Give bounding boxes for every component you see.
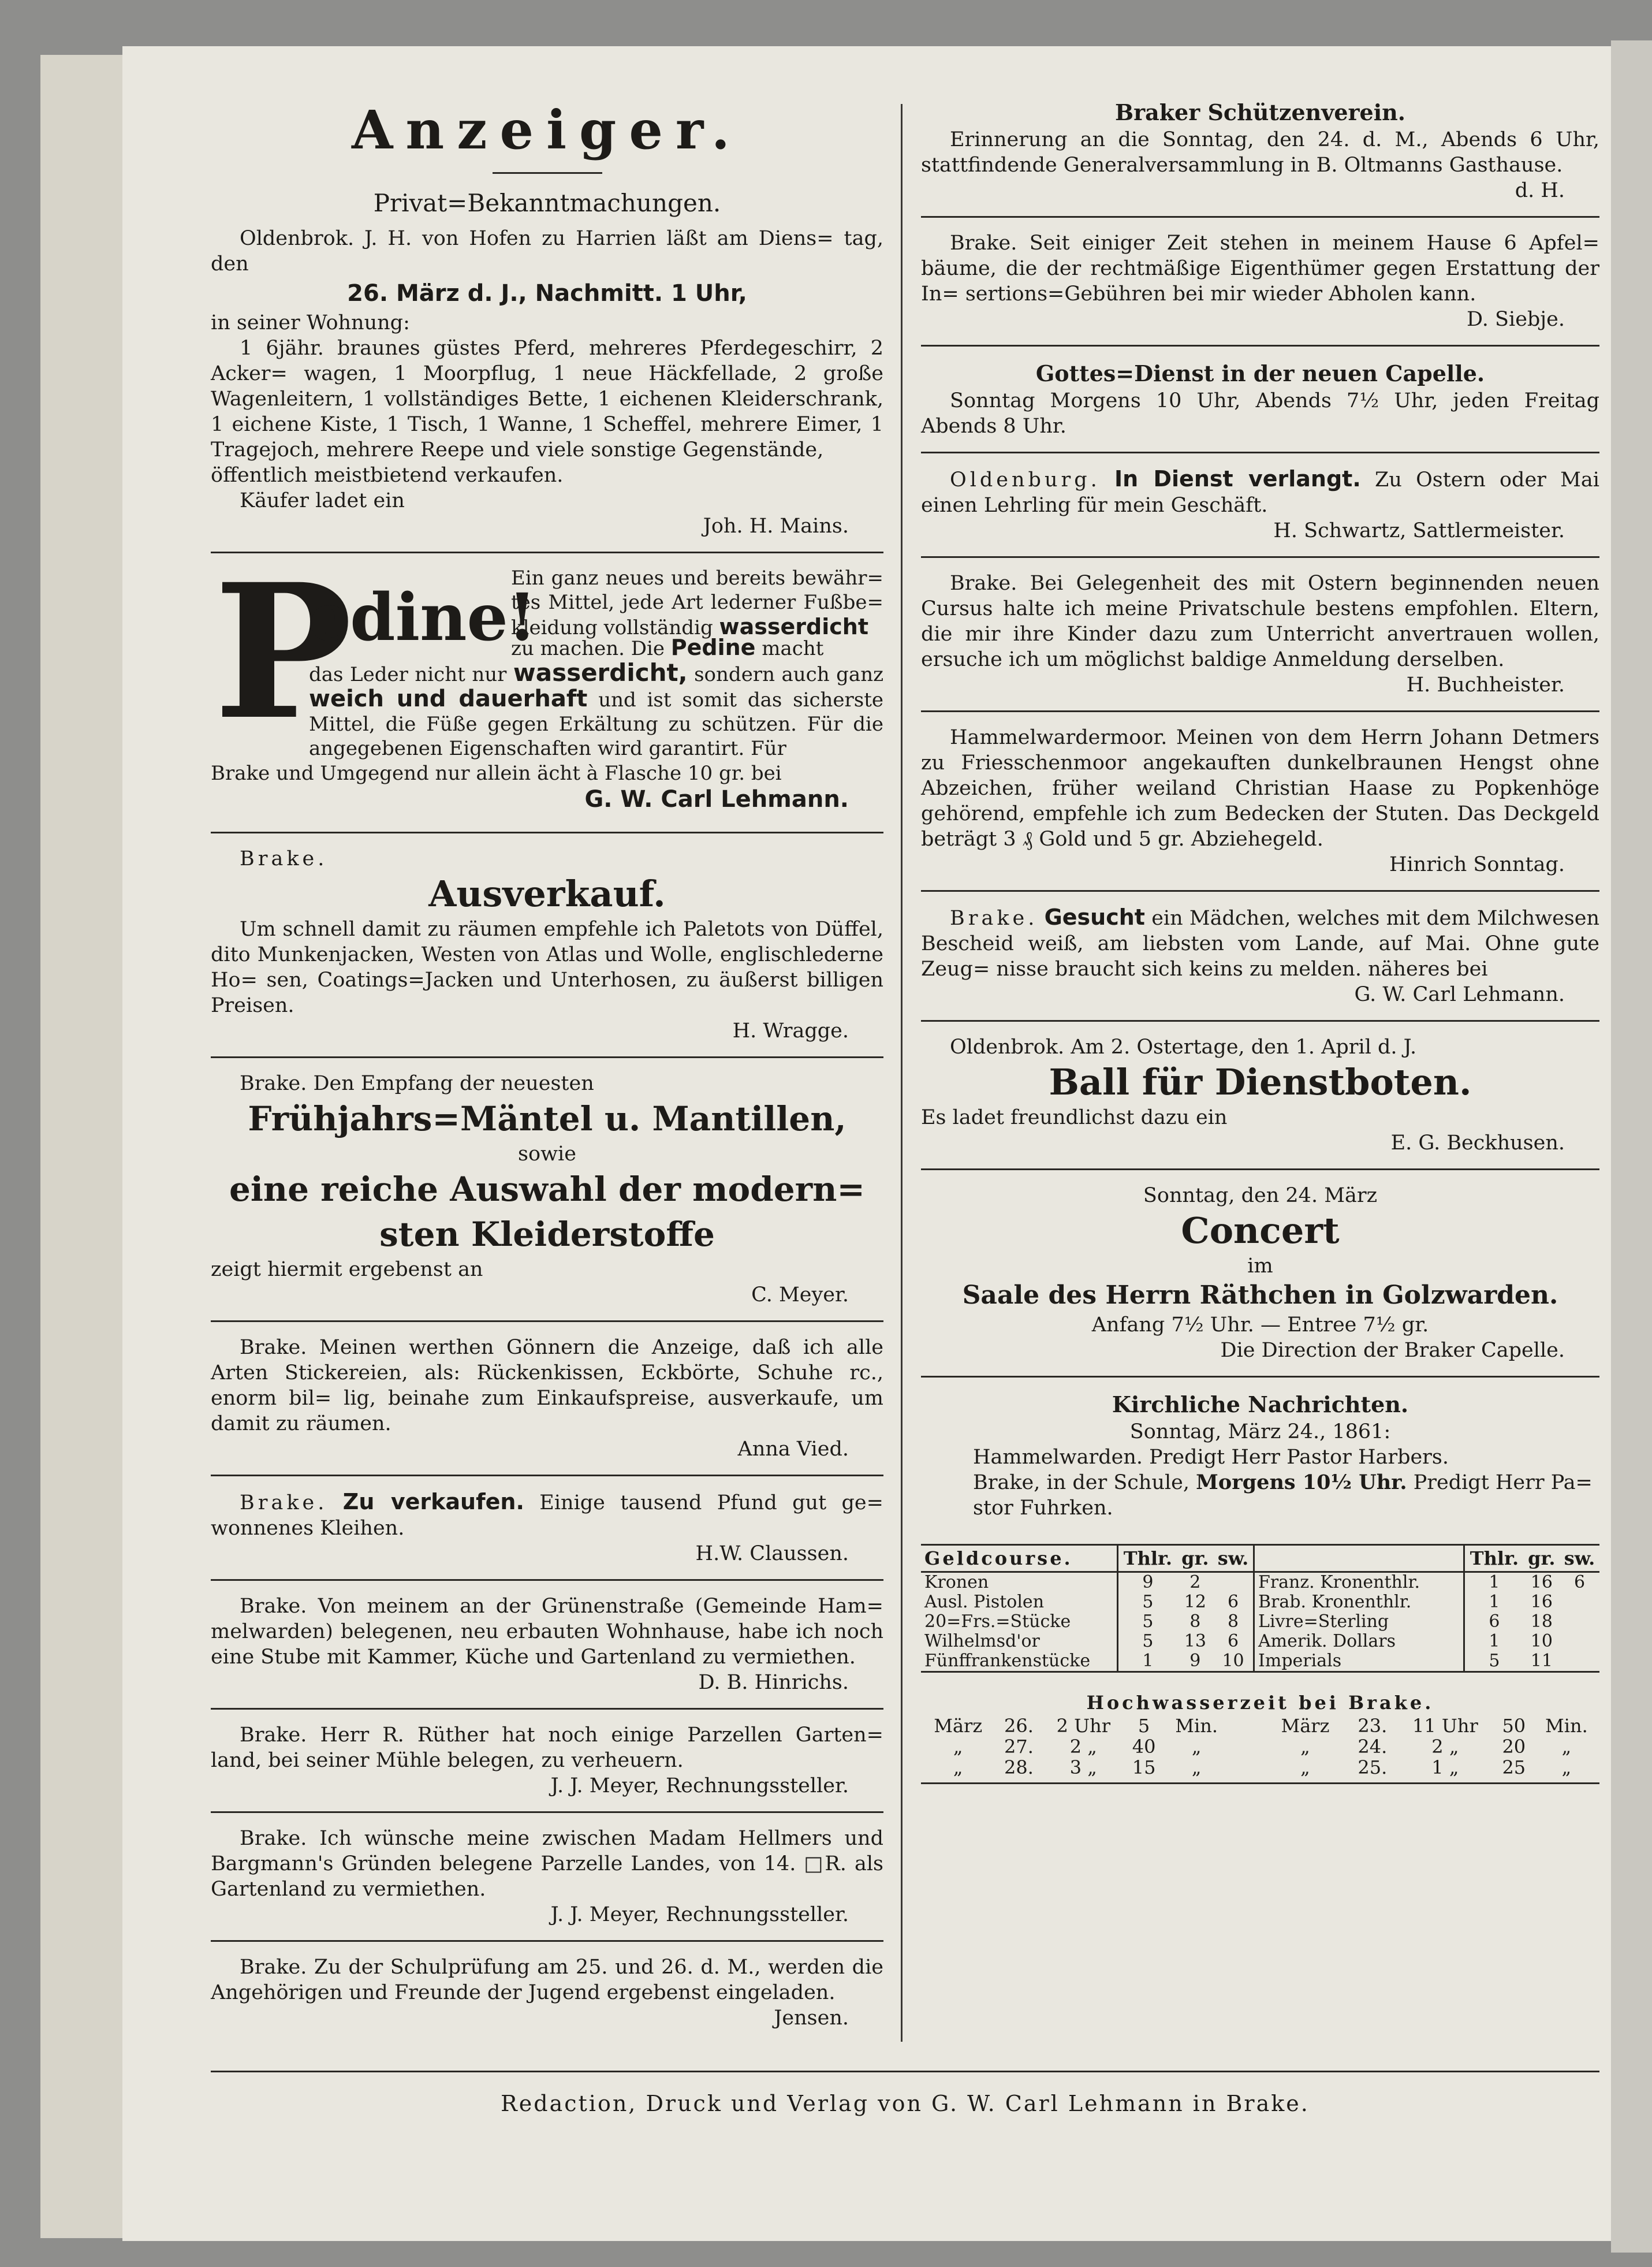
- concert-title: Concert: [1181, 1209, 1340, 1252]
- table-cell: 10: [1530, 1631, 1553, 1651]
- schwartz-bold: In Dienst verlangt.: [1114, 466, 1361, 492]
- ad-auction-date: 26. März d. J., Nachmitt. 1 Uhr,: [347, 280, 747, 307]
- table-cell: 5: [1138, 1715, 1150, 1737]
- ad-ruether: [211, 1722, 883, 1799]
- table-cell: 24.: [1358, 1736, 1388, 1758]
- pedine-rest1: das Leder nicht nur: [309, 663, 507, 686]
- table-cell: März: [934, 1715, 983, 1737]
- gesucht-text: [921, 904, 1599, 982]
- ad-sonntag: [921, 725, 1599, 877]
- table-cell: [1560, 1592, 1599, 1612]
- imprint-footer: Redaction, Druck und Verlag von G. W. Carl Lehmann in Brake.: [501, 2091, 1310, 2116]
- hinrichs-body: Brake. Von meinem an der Grünenstraße (Gemeinde Ham= melwarden) belegenen, neu erbauten Wohnhause, habe ich noch eine Stube mit Kammer, Küche und Gartenland zu vermiethen.: [211, 1595, 883, 1669]
- table-cell: „: [953, 1756, 963, 1778]
- table-cell: 18: [1530, 1611, 1553, 1632]
- gesucht-place: Brake.: [950, 907, 1038, 930]
- ad-schuetzen: [921, 98, 1599, 203]
- table-cell: 1: [1464, 1572, 1524, 1593]
- ad-gottesdienst: [921, 359, 1599, 439]
- table-cell: 6: [1228, 1631, 1239, 1651]
- table-cell: 5: [1118, 1612, 1177, 1632]
- table-cell: [1560, 1632, 1599, 1651]
- concert-entry: Anfang 7½ Uhr. — Entree 7½ gr.: [1091, 1313, 1429, 1337]
- divider: [211, 1579, 883, 1581]
- table-cell: 25.: [1358, 1756, 1388, 1778]
- hellmers-signature: J. J. Meyer, Rechnungssteller.: [550, 1903, 849, 1926]
- pedine-side-text: [511, 566, 883, 640]
- divider: [921, 452, 1599, 453]
- table-cell: 5: [1118, 1632, 1177, 1651]
- pedine-initial: P: [214, 544, 353, 761]
- ad-vied: [211, 1335, 883, 1462]
- table-cell: Wilhelmsd'or: [924, 1631, 1040, 1651]
- concert-place: Saale des Herrn Räthchen in Golzwarden.: [962, 1280, 1558, 1310]
- divider: [211, 1811, 883, 1813]
- divider: [921, 556, 1599, 558]
- concert-signature: Die Direction der Braker Capelle.: [1220, 1339, 1565, 1362]
- pedine-rest2: sondern auch ganz: [694, 663, 883, 686]
- table-cell: 1: [1118, 1651, 1177, 1671]
- church-line2: [921, 1470, 1599, 1521]
- table-row: [921, 1757, 1599, 1778]
- table-cell: 25: [1502, 1756, 1526, 1778]
- table-cell: 16: [1530, 1592, 1553, 1612]
- schuetzen-title: Braker Schützenverein.: [1114, 99, 1406, 125]
- divider: [211, 832, 883, 833]
- pedine-side-a: Ein ganz neues und bereits bewähr= tes Mittel, jede Art lederner Fußbe= kleidung vollständig: [511, 567, 883, 639]
- ad-auction-signature: Joh. H. Mains.: [703, 515, 849, 538]
- siebje-body: Brake. Seit einiger Zeit stehen in meinem Hause 6 Apfel= bäume, die der rechtmäßige Eigenthümer gegen Erstattung der In= sertions=Gebühren bei mir wieder Abholen kann.: [921, 232, 1599, 306]
- table-cell: 16: [1530, 1572, 1553, 1592]
- church-line1: Hammelwarden. Predigt Herr Pastor Harbers.: [973, 1446, 1449, 1469]
- meyer-title: Frühjahrs=Mäntel u. Mantillen,: [248, 1099, 846, 1138]
- jensen-body: Brake. Zu der Schulprüfung am 25. und 26. d. M., werden die Angehörigen und Freunde der Jugend ergebenst eingeladen.: [211, 1956, 883, 2004]
- unit-thlr: Thlr.: [1118, 1546, 1177, 1572]
- geldcourse-table: [921, 1546, 1599, 1671]
- table-cell: 11: [1530, 1651, 1553, 1671]
- table-cell: 26.: [1004, 1715, 1034, 1737]
- church-line2a: Brake, in der Schule,: [973, 1471, 1190, 1494]
- ball-intro: Oldenbrok. Am 2. Ostertage, den 1. April d. J.: [950, 1036, 1417, 1059]
- table-cell: „: [953, 1736, 963, 1758]
- table-cell: 20: [1502, 1736, 1526, 1758]
- table-cell: 5: [1464, 1651, 1524, 1671]
- table-cell: [1560, 1651, 1599, 1671]
- pedine-rest3: und ist somit das sicherste Mittel, die Füße gegen Erkältung zu schützen. Für die angegebenen Eigenschaften wird garantirt. Für: [309, 688, 884, 760]
- vied-body: Brake. Meinen werthen Gönnern die Anzeige, daß ich alle Arten Stickereien, als: Rückenkissen, Eckbörte, Schuhe rc., enorm bil= lig, beinahe zum Einkaufspreise, ausverkaufe, um damit zu räumen.: [211, 1336, 883, 1435]
- divider: [211, 1475, 883, 1476]
- church-line2b: Morgens 10½ Uhr.: [1196, 1471, 1407, 1494]
- ad-gesucht: [921, 904, 1599, 1007]
- table-cell: Fünffrankenstücke: [924, 1651, 1091, 1671]
- divider: [921, 345, 1599, 347]
- table-cell: „: [1191, 1736, 1202, 1758]
- ad-concert: [921, 1183, 1599, 1363]
- table-cell: „: [1300, 1736, 1310, 1758]
- hochwasser-title: Hochwasserzeit bei Brake.: [1086, 1692, 1434, 1714]
- table-cell: 2 „: [1069, 1736, 1097, 1758]
- claussen-text: [211, 1489, 883, 1541]
- siebje-signature: D. Siebje.: [1466, 308, 1565, 331]
- church-date: Sonntag, März 24., 1861:: [1129, 1420, 1391, 1443]
- divider: [921, 1020, 1599, 1022]
- gesucht-body: ein Mädchen, welches mit dem Milchwesen Bescheid weiß, am liebsten vom Lande, auf Mai. Ohne gute Zeug= nisse braucht sich keins zu melden. näheres bei: [921, 907, 1599, 981]
- ad-ball: [921, 1034, 1599, 1156]
- ad-buchheister: [921, 571, 1599, 698]
- geldcourse-header: Geldcourse.: [921, 1546, 1118, 1572]
- ad-pedine: [211, 544, 884, 814]
- gottesdienst-body: Sonntag Morgens 10 Uhr, Abends 7½ Uhr, jeden Freitag Abends 8 Uhr.: [921, 389, 1599, 438]
- pedine-bottom: Brake und Umgegend nur allein ächt à Flasche 10 gr. bei: [211, 762, 782, 785]
- table-cell: Ausl. Pistolen: [924, 1592, 1045, 1612]
- gottesdienst-title: Gottes=Dienst in der neuen Capelle.: [1035, 360, 1485, 386]
- table-cell: Amerik. Dollars: [1254, 1632, 1464, 1651]
- table-cell: 20=Frs.=Stücke: [924, 1611, 1071, 1632]
- table-cell: 3 „: [1069, 1756, 1097, 1778]
- table-cell: 10: [1222, 1651, 1244, 1671]
- ad-siebje: [921, 230, 1599, 332]
- table-cell: 6: [1464, 1612, 1524, 1632]
- title-rule: [493, 172, 602, 174]
- table-cell: 9: [1118, 1572, 1177, 1593]
- table-cell: 27.: [1004, 1736, 1034, 1758]
- ad-jensen: [211, 1955, 883, 2031]
- gesucht-bold: Gesucht: [1044, 904, 1145, 930]
- right-column: [921, 98, 1599, 1784]
- concert-date: Sonntag, den 24. März: [1143, 1184, 1378, 1207]
- table-cell: 6: [1228, 1592, 1239, 1612]
- ausverkauf-signature: H. Wragge.: [732, 1019, 849, 1043]
- ad-meyer: [211, 1071, 883, 1308]
- unit-gr: gr.: [1177, 1546, 1214, 1572]
- meyer-intro: Brake. Den Empfang der neuesten: [240, 1072, 594, 1095]
- next-page-edge: [1611, 40, 1652, 2253]
- buchheister-body: Brake. Bei Gelegenheit des mit Ostern beginnenden neuen Cursus halte ich meine Privatschule bestens empfohlen. Eltern, die mir ihre Kinder dazu zum Unterricht anvertrauen wollen, ersuche ich um möglichst baldige Anmeldung derselben.: [921, 572, 1599, 671]
- claussen-signature: H.W. Claussen.: [695, 1542, 849, 1565]
- church-news: [921, 1390, 1599, 1521]
- table-cell: Kronen: [924, 1572, 989, 1592]
- table-row: [921, 1612, 1599, 1632]
- ball-line: Es ladet freundlichst dazu ein: [921, 1106, 1228, 1129]
- table-cell: 2 „: [1431, 1736, 1459, 1758]
- claussen-place: Brake.: [240, 1491, 328, 1514]
- schuetzen-signature: d. H.: [1515, 179, 1565, 202]
- table-cell: [1213, 1572, 1254, 1593]
- ausverkauf-body: Um schnell damit zu räumen empfehle ich Paletots von Düffel, dito Munkenjacken, Westen von Atlas und Wolle, englischlederne Ho= sen, Coatings=Jacken und Unterhosen, zu äußerst billigen Preisen.: [211, 918, 883, 1017]
- ball-signature: E. G. Beckhusen.: [1390, 1131, 1565, 1155]
- divider: [211, 1056, 883, 1058]
- ad-ausverkauf: [211, 846, 883, 1044]
- pedine-signature: G. W. Carl Lehmann.: [584, 786, 849, 813]
- table-cell: 50: [1502, 1715, 1526, 1737]
- geldcourse-header-blank: [1254, 1546, 1464, 1572]
- exchange-rates-table: [921, 1544, 1599, 1673]
- table-cell: 9: [1189, 1651, 1201, 1671]
- table-cell: „: [1561, 1736, 1572, 1758]
- ad-hinrichs: [211, 1594, 883, 1695]
- pedine-side-bold: wasserdicht: [719, 614, 868, 639]
- table-row: [921, 1632, 1599, 1651]
- table-cell: „: [1300, 1756, 1310, 1778]
- divider: [921, 1376, 1599, 1378]
- ad-auction-intro: Oldenbrok. J. H. von Hofen zu Harrien läßt am Diens= tag, den: [211, 227, 883, 276]
- table-row: [921, 1736, 1599, 1757]
- unit-sw: sw.: [1213, 1546, 1254, 1572]
- table-cell: „: [1561, 1756, 1572, 1778]
- table-cell: 11 Uhr: [1412, 1715, 1478, 1737]
- meyer-line: zeigt hiermit ergebenst an: [211, 1258, 483, 1281]
- hochwasser-grid: [921, 1715, 1599, 1778]
- hinrichs-signature: D. B. Hinrichs.: [698, 1671, 849, 1694]
- pedine-rest-bold2: weich und dauerhaft: [309, 686, 588, 712]
- divider: [921, 1168, 1599, 1170]
- table-cell: Imperials: [1254, 1651, 1464, 1671]
- buchheister-signature: H. Buchheister.: [1406, 673, 1565, 697]
- jensen-signature: Jensen.: [774, 2007, 849, 2030]
- table-cell: 40: [1132, 1736, 1156, 1758]
- table-cell: 2: [1189, 1572, 1201, 1592]
- schwartz-body: Zu Ostern oder Mai einen Lehrling für mein Geschäft.: [921, 468, 1599, 517]
- divider: [211, 1940, 883, 1942]
- divider: [211, 1320, 883, 1322]
- ball-title: Ball für Dienstboten.: [1049, 1061, 1472, 1103]
- unit-gr: gr.: [1524, 1546, 1560, 1572]
- table-cell: 28.: [1004, 1756, 1034, 1778]
- gesucht-signature: G. W. Carl Lehmann.: [1354, 983, 1565, 1006]
- table-cell: 1: [1464, 1592, 1524, 1612]
- section-heading: Privat=Bekanntmachungen.: [373, 189, 721, 217]
- concert-im: im: [1247, 1255, 1273, 1278]
- high-water-table: [921, 1690, 1599, 1784]
- table-cell: 13: [1184, 1631, 1206, 1651]
- schwartz-text: [921, 466, 1599, 518]
- vied-signature: Anna Vied.: [737, 1438, 849, 1461]
- ruether-body: Brake. Herr R. Rüther hat noch einige Parzellen Garten= land, bei seiner Mühle belegen, zu verheuern.: [211, 1723, 883, 1772]
- table-cell: Brab. Kronenthlr.: [1254, 1592, 1464, 1612]
- pedine-side-end2: macht: [762, 637, 824, 660]
- table-cell: Livre=Sterling: [1254, 1612, 1464, 1632]
- left-column: [211, 98, 883, 2043]
- table-cell: 2 Uhr: [1056, 1715, 1111, 1737]
- ad-auction-line2: öffentlich meistbietend verkaufen.: [211, 464, 564, 487]
- table-cell: 23.: [1358, 1715, 1388, 1737]
- schuetzen-body: Erinnerung an die Sonntag, den 24. d. M., Abends 6 Uhr, stattfindende Generalversammlung in B. Oltmanns Gasthause.: [921, 128, 1599, 177]
- table-cell: 1 „: [1431, 1756, 1459, 1778]
- schwartz-place: Oldenburg.: [950, 468, 1101, 492]
- table-cell: März: [1281, 1715, 1330, 1737]
- meyer-title2: eine reiche Auswahl der modern= sten Kleiderstoffe: [229, 1170, 866, 1254]
- claussen-bold: Zu verkaufen.: [342, 1489, 524, 1514]
- page-title: Anzeiger.: [352, 99, 743, 161]
- table-cell: Franz. Kronenthlr.: [1254, 1572, 1464, 1593]
- hellmers-body: Brake. Ich wünsche meine zwischen Madam Hellmers und Bargmann's Gründen belegene Parzelle Landes, von 14. □R. als Gartenland zu vermiethen.: [211, 1827, 883, 1901]
- ausverkauf-place: Brake.: [240, 847, 328, 870]
- divider: [921, 710, 1599, 712]
- pedine-body: [309, 635, 883, 761]
- ad-schwartz: [921, 466, 1599, 544]
- schwartz-signature: H. Schwartz, Sattlermeister.: [1273, 519, 1565, 542]
- hochwasser-rows: [921, 1715, 1599, 1778]
- sonntag-signature: Hinrich Sonntag.: [1389, 853, 1565, 876]
- ruether-signature: J. J. Meyer, Rechnungssteller.: [550, 1774, 849, 1797]
- table-row: [921, 1715, 1599, 1736]
- ad-auction-line1: in seiner Wohnung:: [211, 311, 410, 334]
- table-cell: [1560, 1612, 1599, 1632]
- pedine-title: edine!: [309, 580, 536, 656]
- table-cell: 15: [1132, 1756, 1156, 1778]
- ausverkauf-title: Ausverkauf.: [428, 873, 666, 915]
- footer-rule: [211, 2071, 1599, 2072]
- pedine-bold-name: Pedine: [670, 635, 756, 660]
- sonntag-body: Hammelwardermoor. Meinen von dem Herrn Johann Detmers zu Friesschenmoor angekauften dunkelbraunen Hengst ohne Abzeichen, früher weiland Christian Haase zu Popkenhöge gehörend, empfehle ich zum Bedecken der Stuten. Das Deckgeld beträgt 3 ₰ Gold und 5 gr. Abziehegeld.: [921, 726, 1599, 851]
- meyer-signature: C. Meyer.: [751, 1283, 849, 1306]
- ad-auction: [211, 226, 883, 539]
- ad-claussen: [211, 1489, 883, 1566]
- table-row: [921, 1572, 1599, 1593]
- table-cell: „: [1191, 1756, 1202, 1778]
- meyer-sowie: sowie: [518, 1142, 576, 1166]
- table-cell: 1: [1464, 1632, 1524, 1651]
- table-cell: 6: [1574, 1572, 1586, 1592]
- table-cell: 8: [1228, 1611, 1239, 1632]
- unit-sw: sw.: [1560, 1546, 1599, 1572]
- table-row: [921, 1592, 1599, 1612]
- divider: [211, 1708, 883, 1710]
- table-cell: 12: [1184, 1592, 1206, 1612]
- table-cell: Min.: [1545, 1715, 1588, 1737]
- table-cell: 8: [1189, 1611, 1201, 1632]
- ad-auction-line3: Käufer ladet ein: [240, 489, 405, 512]
- unit-thlr: Thlr.: [1464, 1546, 1524, 1572]
- divider: [921, 216, 1599, 218]
- pedine-rest-bold1: wasserdicht,: [513, 658, 688, 687]
- claussen-body: Einige tausend Pfund gut ge= wonnenes Kleihen.: [211, 1491, 883, 1540]
- table-cell: Min.: [1175, 1715, 1218, 1737]
- table-cell: 5: [1118, 1592, 1177, 1612]
- church-title: Kirchliche Nachrichten.: [1112, 1391, 1409, 1417]
- geldcourse-rows: [921, 1572, 1599, 1672]
- table-row: [921, 1651, 1599, 1671]
- church-line2c: Predigt Herr Pa= stor Fuhrken.: [973, 1471, 1593, 1520]
- column-divider: [901, 104, 903, 2042]
- ad-auction-body: 1 6jähr. braunes güstes Pferd, mehreres Pferdegeschirr, 2 Acker= wagen, 1 Moorpflug, 1 neue Häckfellade, 2 große Wagenleitern, 1 vollständiges Bette, 1 eichenen Kleiderschrank, 1 eichene Kiste, 1 Tisch, 1 Wanne, 1 Scheffel, mehrere Eimer, 1 Tragejoch, mehrere Reepe und viele sonstige Gegenstände,: [211, 337, 883, 461]
- divider: [921, 890, 1599, 892]
- pedine-side-end: zu machen. Die: [511, 637, 665, 660]
- ad-hellmers: [211, 1826, 883, 1927]
- previous-page-edge: [40, 55, 128, 2238]
